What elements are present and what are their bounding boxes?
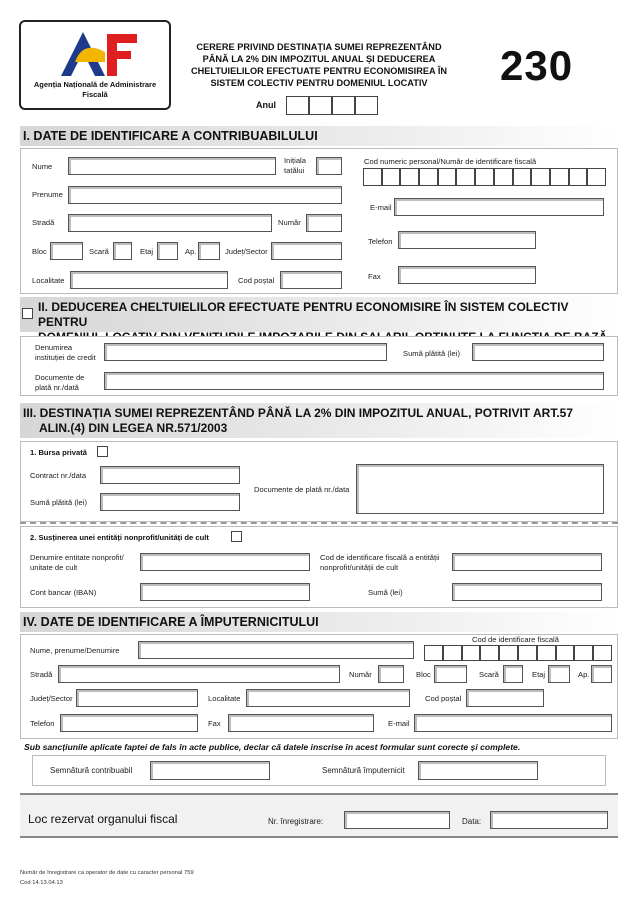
initiala-label: Inițiala tatălui bbox=[284, 156, 306, 175]
imp-bloc-label: Bloc bbox=[416, 670, 431, 679]
bursa-label: 1. Bursa privată bbox=[30, 448, 87, 457]
section2-checkbox[interactable] bbox=[22, 308, 33, 319]
form-title: CERERE PRIVIND DESTINAȚIA SUMEI REPREZENTÂND PÂNĂ LA 2% DIN IMPOZITUL ANUAL ȘI DEDUCEREA CHELTUIELILOR EFECTUATE PENTRU ECONOMISIREA ÎN SISTEM COLECTIV PENTRU DOMENIUL LOCATIV bbox=[190, 42, 448, 88]
imp-cod-postal-field[interactable] bbox=[466, 689, 544, 707]
cont-field[interactable] bbox=[140, 583, 310, 601]
imp-numar-field[interactable] bbox=[378, 665, 404, 683]
prenume-label: Prenume bbox=[32, 190, 63, 199]
semnatura-contribuabil-field[interactable] bbox=[150, 761, 270, 780]
nume-label: Nume bbox=[32, 162, 53, 171]
imp-localitate-field[interactable] bbox=[246, 689, 410, 707]
imp-judet-label: Județ/Sector bbox=[30, 694, 73, 703]
agency-name: Agenția Națională de Administrare Fiscală bbox=[33, 80, 157, 99]
imp-fax-field[interactable] bbox=[228, 714, 374, 732]
localitate-label: Localitate bbox=[32, 276, 65, 285]
divider bbox=[20, 522, 618, 524]
telefon-field[interactable] bbox=[398, 231, 536, 249]
telefon-label: Telefon bbox=[368, 237, 393, 246]
localitate-field[interactable] bbox=[70, 271, 228, 289]
imp-strada-label: Stradă bbox=[30, 670, 53, 679]
denumire-entitate-field[interactable] bbox=[140, 553, 310, 571]
cont-label: Cont bancar (IBAN) bbox=[30, 588, 97, 597]
nr-inregistrare-label: Nr. înregistrare: bbox=[268, 817, 324, 826]
data-label: Data: bbox=[462, 817, 482, 826]
documente-label: Documente de plată nr./dată bbox=[35, 373, 85, 392]
prenume-field[interactable] bbox=[68, 186, 342, 204]
imp-email-label: E-mail bbox=[388, 719, 410, 728]
etaj-field[interactable] bbox=[157, 242, 178, 260]
year-digit-box[interactable] bbox=[309, 96, 332, 115]
fax-label: Fax bbox=[368, 272, 381, 281]
cod-fiscal-imp-label: Cod de identificare fiscală bbox=[472, 635, 559, 644]
denumire-label: Denumirea instituției de credit bbox=[35, 343, 96, 362]
sustinere-checkbox[interactable] bbox=[231, 531, 242, 542]
numar-label: Număr bbox=[278, 218, 301, 227]
cod-postal-field[interactable] bbox=[280, 271, 342, 289]
ap-field[interactable] bbox=[198, 242, 220, 260]
suma-label: Sumă plătită (lei) bbox=[403, 349, 460, 358]
section4-title: IV. DATE DE IDENTIFICARE A ÎMPUTERNICITULUI bbox=[20, 612, 618, 632]
imp-fax-label: Fax bbox=[208, 719, 221, 728]
contract-field[interactable] bbox=[100, 466, 240, 484]
imp-email-field[interactable] bbox=[414, 714, 612, 732]
imp-numar-label: Număr bbox=[349, 670, 372, 679]
operator-number: Număr de înregistrare ca operator de date cu caracter personal 759 bbox=[20, 870, 194, 876]
scara-label: Scară bbox=[89, 247, 109, 256]
section2-title: II. DEDUCEREA CHELTUIELILOR EFECTUATE PENTRU ECONOMISIRE ÎN SISTEM COLECTIV PENTRU bbox=[20, 297, 618, 332]
semnatura-imputernicit-label: Semnătură împuternicit bbox=[322, 766, 405, 775]
strada-field[interactable] bbox=[68, 214, 272, 232]
form-code: Cod 14.13.04.13 bbox=[20, 880, 63, 886]
section3-title: III. DESTINAȚIA SUMEI REPREZENTÂND PÂNĂ LA 2% DIN IMPOZITUL ANUAL, POTRIVIT ART.57 ALIN.(4) DIN LEGEA NR.571/2003 bbox=[20, 403, 618, 438]
documente-plata-field[interactable] bbox=[356, 464, 604, 514]
form-number: 230 bbox=[500, 42, 574, 89]
scara-field[interactable] bbox=[113, 242, 132, 260]
bloc-label: Bloc bbox=[32, 247, 47, 256]
bloc-field[interactable] bbox=[50, 242, 83, 260]
declaration-text: Sub sancțiunile aplicate faptei de fals în acte publice, declar că datele inscrise în acest formular sunt corecte și complete. bbox=[24, 742, 521, 752]
fiscal-label: Loc rezervat organului fiscal bbox=[28, 812, 178, 826]
etaj-label: Etaj bbox=[140, 247, 154, 256]
imp-telefon-field[interactable] bbox=[60, 714, 198, 732]
cod-fiscal-entitate-label: Cod de identificare fiscală a entității nonprofit/unității de cult bbox=[320, 553, 440, 572]
email-label: E-mail bbox=[370, 203, 392, 212]
contract-label: Contract nr./data bbox=[30, 471, 87, 480]
year-digit-box[interactable] bbox=[286, 96, 309, 115]
section1-title: I. DATE DE IDENTIFICARE A CONTRIBUABILULUI bbox=[20, 126, 618, 146]
cod-fiscal-entitate-field[interactable] bbox=[452, 553, 602, 571]
judet-label: Județ/Sector bbox=[225, 247, 268, 256]
suma-platita-field[interactable] bbox=[100, 493, 240, 511]
suma-entitate-field[interactable] bbox=[452, 583, 602, 601]
denumire-entitate-label: Denumire entitate nonprofit/ unitate de cult bbox=[30, 553, 124, 572]
documente-plata-label: Documente de plată nr./data bbox=[254, 485, 350, 494]
year-label: Anul bbox=[256, 100, 276, 110]
imp-scara-label: Scară bbox=[479, 670, 499, 679]
imp-nume-field[interactable] bbox=[138, 641, 414, 659]
imp-localitate-label: Localitate bbox=[208, 694, 241, 703]
suma-platita-label: Sumă plătită (lei) bbox=[30, 498, 87, 507]
bursa-checkbox[interactable] bbox=[97, 446, 108, 457]
fax-field[interactable] bbox=[398, 266, 536, 284]
imp-judet-field[interactable] bbox=[76, 689, 198, 707]
imp-strada-field[interactable] bbox=[58, 665, 340, 683]
cod-fiscal-imp-boxes[interactable] bbox=[424, 645, 612, 661]
imp-telefon-label: Telefon bbox=[30, 719, 55, 728]
imp-etaj-label: Etaj bbox=[532, 670, 546, 679]
institutie-field[interactable] bbox=[104, 343, 387, 361]
anaf-logo bbox=[19, 20, 171, 110]
imp-etaj-field[interactable] bbox=[548, 665, 570, 683]
suma-field[interactable] bbox=[472, 343, 604, 361]
year-digit-box[interactable] bbox=[332, 96, 355, 115]
imp-cod-postal-label: Cod poștal bbox=[425, 694, 462, 703]
year-digit-box[interactable] bbox=[355, 96, 378, 115]
cnp-boxes[interactable] bbox=[363, 168, 606, 186]
ap-label: Ap. bbox=[185, 247, 197, 256]
initiala-field[interactable] bbox=[316, 157, 342, 175]
cod-postal-label: Cod poștal bbox=[238, 276, 275, 285]
imp-ap-label: Ap. bbox=[578, 670, 590, 679]
numar-field[interactable] bbox=[306, 214, 342, 232]
anaf-logo-icon bbox=[21, 22, 173, 82]
semnatura-contribuabil-label: Semnătură contribuabil bbox=[50, 766, 133, 775]
nume-field[interactable] bbox=[68, 157, 276, 175]
nr-inregistrare-field[interactable] bbox=[344, 811, 450, 829]
sustinere-label: 2. Susținerea unei entități nonprofit/unități de cult bbox=[30, 533, 209, 542]
documente-field[interactable] bbox=[104, 372, 604, 390]
cnp-label: Cod numeric personal/Număr de identificare fiscală bbox=[364, 157, 537, 166]
data-field[interactable] bbox=[490, 811, 608, 829]
imp-scara-field[interactable] bbox=[503, 665, 523, 683]
judet-field[interactable] bbox=[271, 242, 342, 260]
imp-ap-field[interactable] bbox=[591, 665, 612, 683]
strada-label: Stradă bbox=[32, 218, 55, 227]
imp-bloc-field[interactable] bbox=[434, 665, 467, 683]
email-field[interactable] bbox=[394, 198, 604, 216]
suma-entitate-label: Sumă (lei) bbox=[368, 588, 403, 597]
semnatura-imputernicit-field[interactable] bbox=[418, 761, 538, 780]
imp-nume-label: Nume, prenume/Denumire bbox=[30, 646, 120, 655]
